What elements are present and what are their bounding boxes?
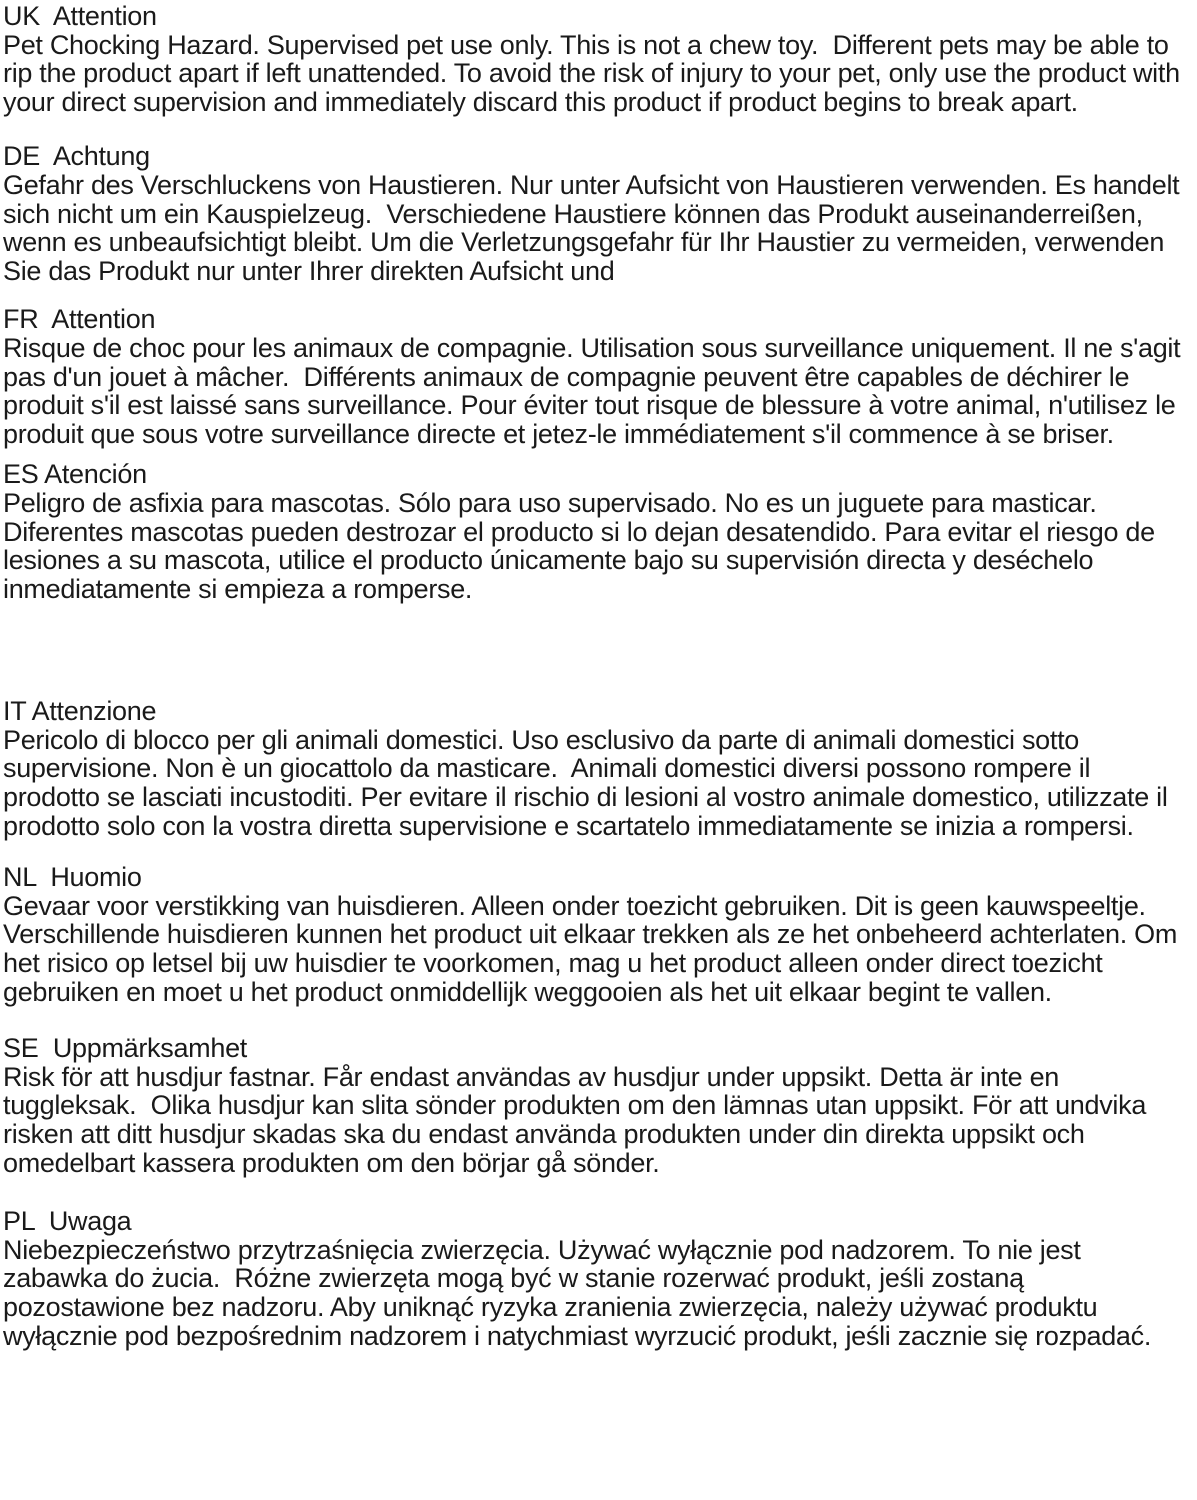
section-heading-pl: PL Uwaga bbox=[3, 1206, 132, 1237]
section-heading-se: SE Uppmärksamhet bbox=[3, 1033, 247, 1064]
warning-section-se bbox=[3, 1034, 1189, 1177]
section-heading-de: DE Achtung bbox=[3, 141, 150, 172]
section-heading-fr: FR Attention bbox=[3, 304, 156, 335]
warning-section-pl bbox=[3, 1207, 1189, 1350]
section-heading-it: IT Attenzione bbox=[3, 696, 157, 727]
section-heading-es: ES Atención bbox=[3, 459, 147, 490]
warning-section-uk bbox=[3, 2, 1189, 116]
section-body-se: Risk för att husdjur fastnar. Får endast användas av husdjur under uppsikt. Detta är inte en tuggleksak. Olika husdjur kan slita sönder produkten om den lämnas utan uppsikt. För att undvika risken att ditt husdjur skadas ska du endast använda produkten under din direkta uppsikt och omedelbart kassera produkten om den börjar gå sönder. bbox=[3, 1061, 1154, 1178]
warning-section-es bbox=[3, 460, 1189, 603]
section-body-es: Peligro de asfixia para mascotas. Sólo para uso supervisado. No es un juguete para masticar. Diferentes mascotas pueden destrozar el producto si lo dejan desatendido. Para evitar el riesgo de lesiones a su mascota, utilice el producto únicamente bajo su supervisión directa y deséchelo inmediatamente si empieza a romperse. bbox=[3, 487, 1163, 604]
warning-section-it bbox=[3, 697, 1189, 840]
warning-section-fr bbox=[3, 305, 1189, 448]
warning-section-de bbox=[3, 142, 1189, 285]
warning-section-nl bbox=[3, 863, 1189, 1006]
section-heading-uk: UK Attention bbox=[3, 1, 157, 31]
section-body-fr: Risque de choc pour les animaux de compagnie. Utilisation sous surveillance uniquement. Il ne s'agit pas d'un jouet à mâcher. Différents animaux de compagnie peuvent être capables de déchirer le produit s'il est laissé sans surveillance. Pour éviter tout risque de blessure à votre animal, n'utilisez le produit que sous votre surveillance directe et jetez-le immédiatement s'il commence à se briser. bbox=[3, 332, 1188, 449]
section-body-pl: Niebezpieczeństwo przytrzaśnięcia zwierzęcia. Używać wyłącznie pod nadzorem. To nie jest zabawka do żucia. Różne zwierzęta mogą być w stanie rozerwać produkt, jeśli zostaną pozostawione bez nadzoru. Aby uniknąć ryzyka zranienia zwierzęcia, należy używać produktu wyłącznie pod bezpośrednim nadzorem i natychmiast wyrzucić produkt, jeśli zacznie się rozpadać. bbox=[3, 1234, 1152, 1351]
section-body-it: Pericolo di blocco per gli animali domestici. Uso esclusivo da parte di animali domestici sotto supervisione. Non è un giocattolo da masticare. Animali domestici diversi possono rompere il prodotto se lasciati incustoditi. Per evitare il rischio di lesioni al vostro animale domestico, utilizzate il prodotto solo con la vostra diretta supervisione e scartatelo immediatamente se inizia a rompersi. bbox=[3, 724, 1175, 841]
section-heading-nl: NL Huomio bbox=[3, 862, 142, 893]
section-body-de: Gefahr des Verschluckens von Haustieren. Nur unter Aufsicht von Haustieren verwenden. Es handelt sich nicht um ein Kauspielzeug. Verschiedene Haustiere können das Produkt auseinanderreißen, wenn es unbeaufsichtigt bleibt. Um die Verletzungsgefahr für Ihr Haustier zu vermeiden, verwenden Sie das Produkt nur unter Ihrer direkten Aufsicht und bbox=[3, 169, 1187, 286]
section-body-uk: Pet Chocking Hazard. Supervised pet use only. This is not a chew toy. Different pets may be able to rip the product apart if left unattended. To avoid the risk of injury to your pet, only use the product with your direct supervision and immediately discard this product if product begins to break apart. bbox=[3, 29, 1188, 117]
section-body-nl: Gevaar voor verstikking van huisdieren. Alleen onder toezicht gebruiken. Dit is geen kauwspeeltje. Verschillende huisdieren kunnen het product uit elkaar trekken als ze het onbeheerd achterlaten. Om het risico op letsel bij uw huisdier te voorkomen, mag u het product alleen onder direct toezicht gebruiken en moet u het product onmiddellijk weggooien als het uit elkaar begint te vallen. bbox=[3, 890, 1185, 1007]
